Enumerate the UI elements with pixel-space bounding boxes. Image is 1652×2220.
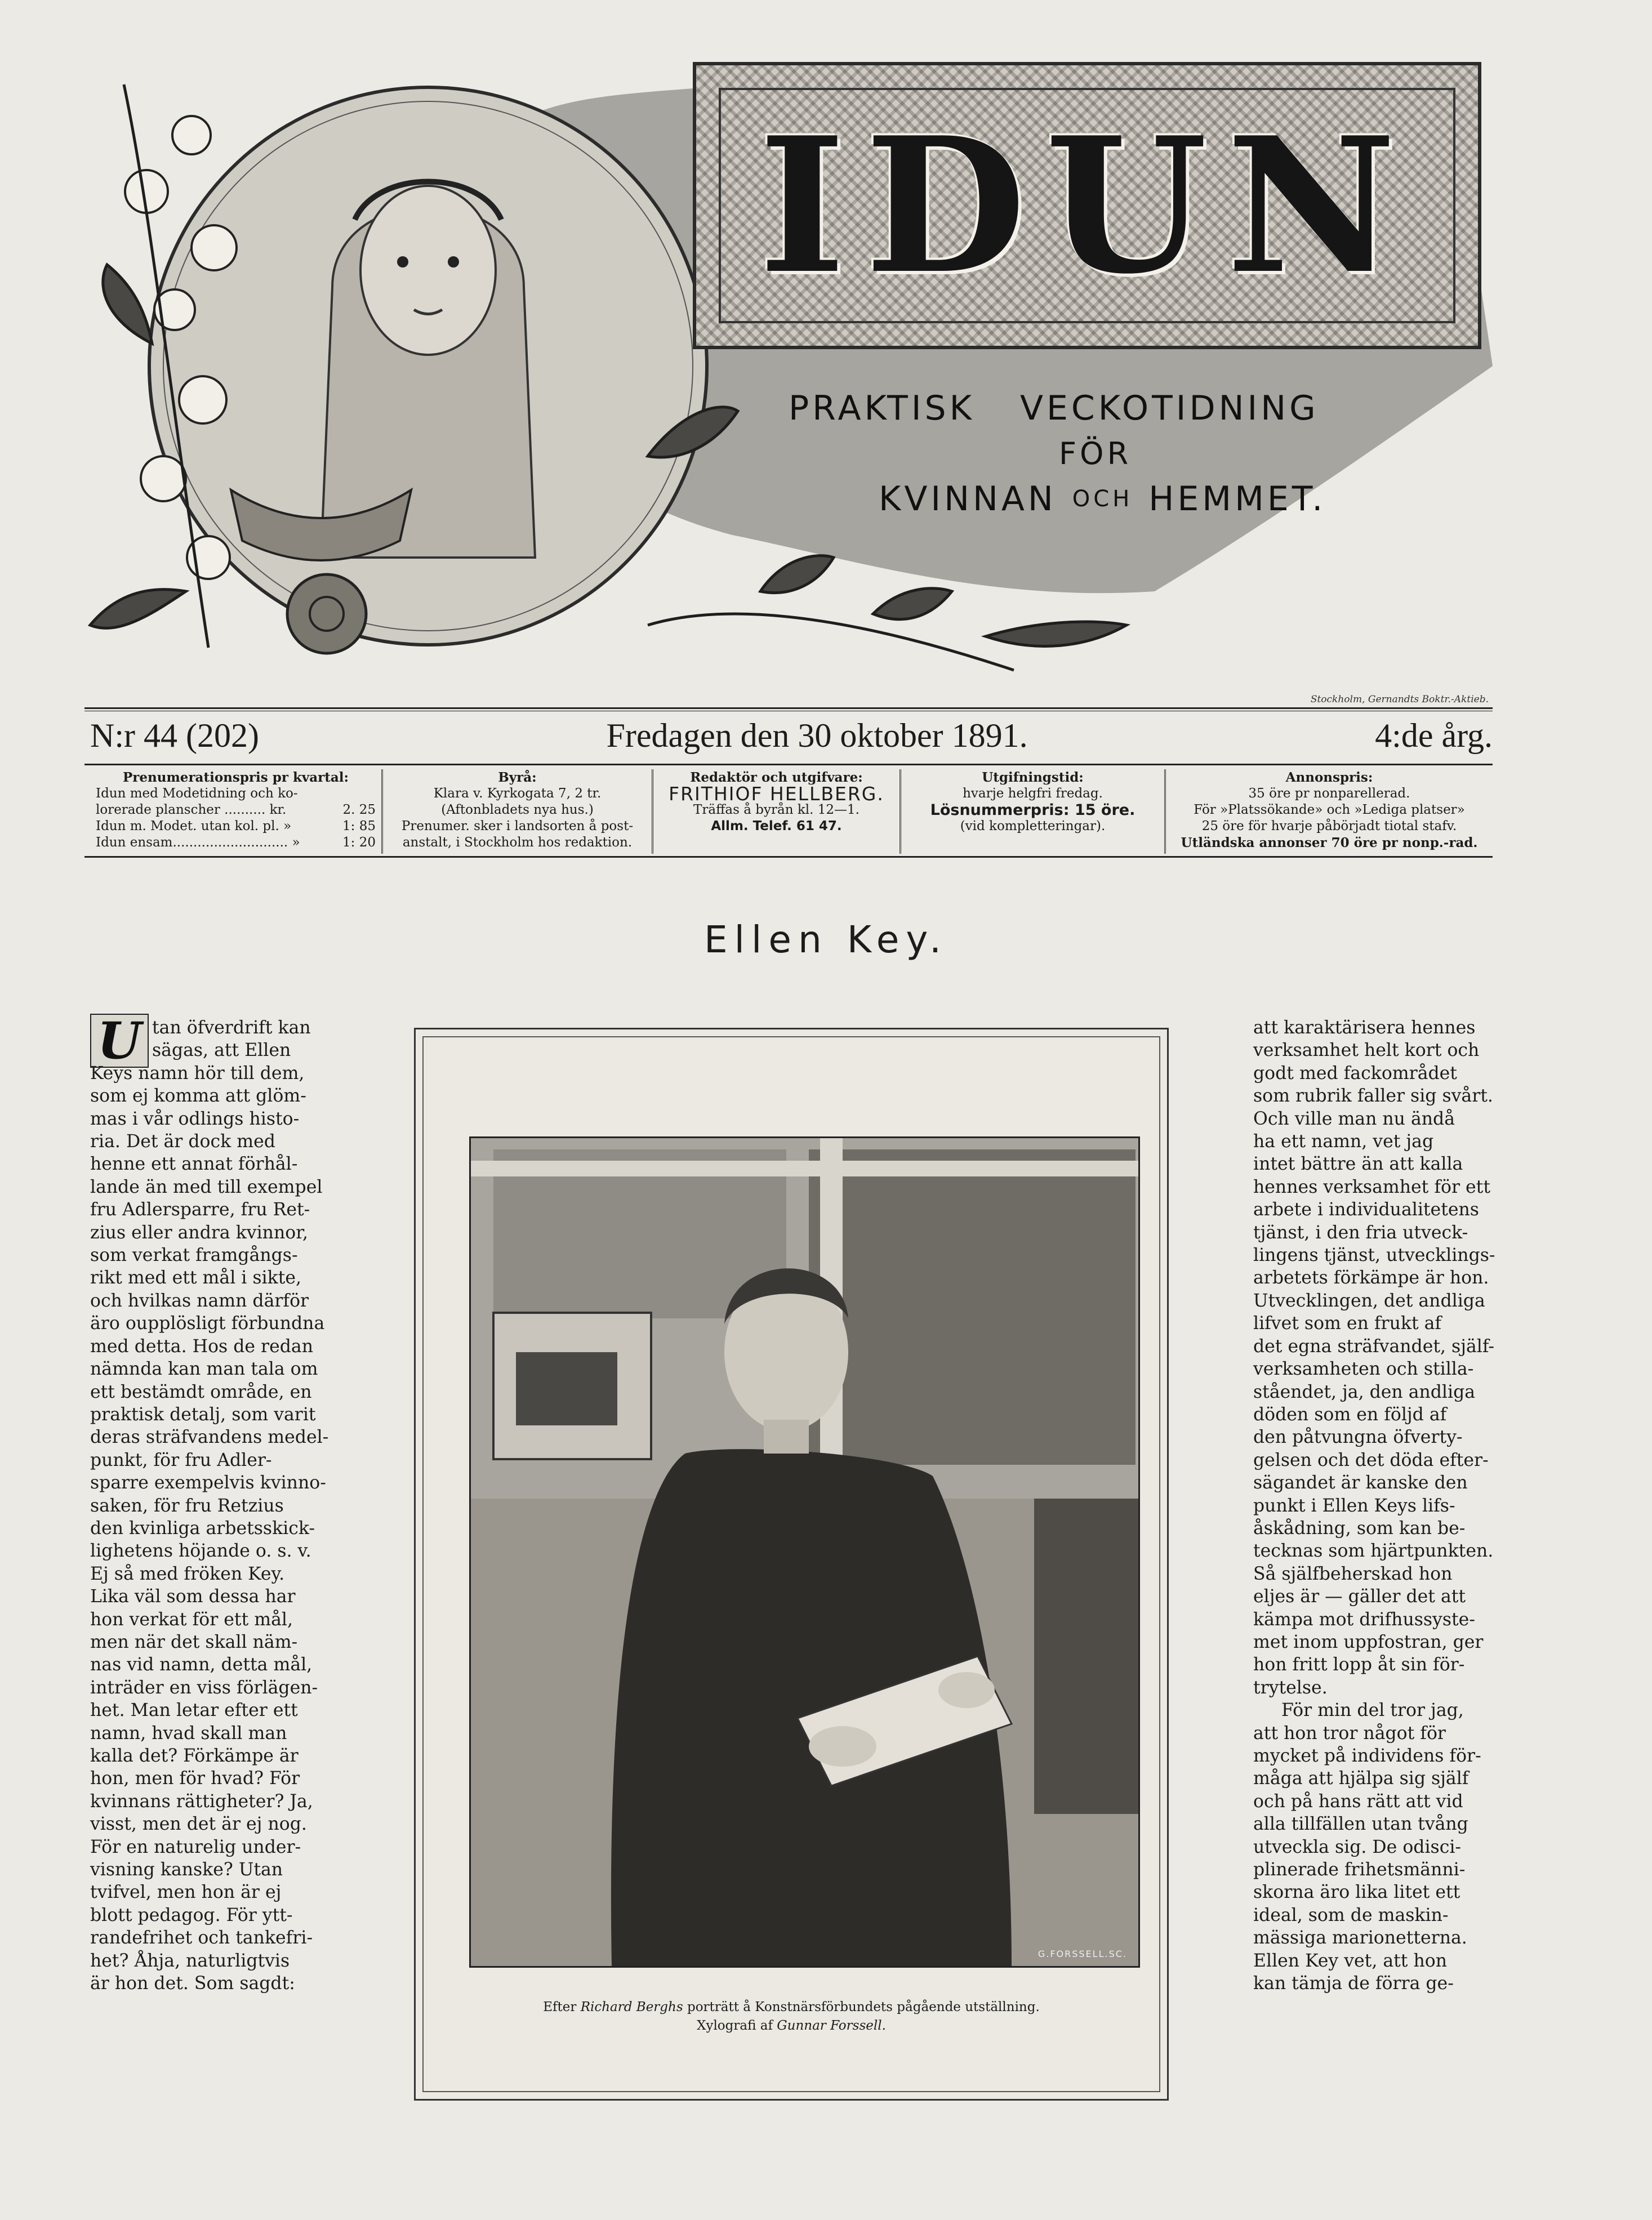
article-line: deras sträfvandens medel- xyxy=(90,1427,329,1448)
article-right-column xyxy=(1253,1017,1495,1995)
article-line: blott pedagog. För ytt- xyxy=(90,1905,293,1925)
info-box xyxy=(90,769,1493,854)
article-line: utveckla sig. De odisci- xyxy=(1253,1836,1462,1857)
article-left-column xyxy=(90,1017,332,1995)
office-address: Klara v. Kyrkogata 7, 2 tr. xyxy=(433,786,602,801)
article-line: namn, hvad skall man xyxy=(90,1723,287,1744)
caption-line-2 xyxy=(416,2017,1167,2035)
subtitle-kvinnan: KVINNAN xyxy=(879,479,1057,519)
subtitle-line-1 xyxy=(789,389,1419,428)
subscription-price: 1: 85 xyxy=(342,819,376,833)
article-line: äro oupplösligt förbundna xyxy=(90,1313,325,1334)
publication-note: (vid kompletteringar). xyxy=(960,819,1106,833)
dropcap-initial: U xyxy=(90,1014,149,1068)
caption-text: Xylografi af xyxy=(697,2018,773,2033)
caption-painter: Richard Berghs xyxy=(580,2000,683,2014)
article-line: intet bättre än att kalla xyxy=(1253,1154,1463,1175)
article-line: sägas, att Ellen xyxy=(152,1040,291,1061)
article-line: tjänst, i den fria utveck- xyxy=(1253,1222,1468,1243)
ads-line-4: Utländska annonser 70 öre pr nonp.-rad. xyxy=(1181,835,1478,850)
article-title: Ellen Key. xyxy=(703,918,949,961)
article-line: kan tämja de förra ge- xyxy=(1253,1973,1454,1994)
article-line: punkt i Ellen Keys lifs- xyxy=(1253,1495,1455,1516)
article-line: men när det skall näm- xyxy=(90,1631,298,1652)
article-line: saken, för fru Retzius xyxy=(90,1495,284,1516)
article-line: hon verkat för ett mål, xyxy=(90,1609,293,1630)
office-cell xyxy=(383,769,653,854)
article-line: För en naturelig under- xyxy=(90,1836,301,1857)
editor-hours: Träffas å byrån kl. 12—1. xyxy=(693,803,860,817)
caption-text: porträtt å Konstnärsförbundets pågående utställning. xyxy=(687,2000,1040,2014)
article-line: alla tillfällen utan tvång xyxy=(1253,1814,1468,1835)
subscription-price: 2. 25 xyxy=(342,803,376,817)
article-line: tecknas som hjärtpunkten. xyxy=(1253,1541,1494,1562)
subscription-label: Idun m. Modet. utan kol. pl. » xyxy=(96,819,292,833)
article-line: ha ett namn, vet jag xyxy=(1253,1131,1434,1152)
masthead-title: IDUN xyxy=(759,96,1415,315)
article-line: måga att hjälpa sig själf xyxy=(1253,1768,1469,1789)
article-line: eljes är — gäller det att xyxy=(1253,1586,1466,1607)
article-line: att hon tror något för xyxy=(1253,1723,1446,1744)
publication-cell xyxy=(901,769,1166,854)
article-line: Ej så med fröken Key. xyxy=(90,1563,285,1584)
article-line: punkt, för fru Adler- xyxy=(90,1450,272,1470)
subscription-row xyxy=(96,818,376,835)
engraver-signature: G.FORSSELL.SC. xyxy=(1037,1949,1127,1959)
article-line: och hvilkas namn därför xyxy=(90,1290,309,1311)
single-issue-price: Lösnummerpris: 15 öre. xyxy=(930,801,1136,819)
office-building: (Aftonbladets nya hus.) xyxy=(441,803,594,817)
article-line: met inom uppfostran, ger xyxy=(1253,1631,1484,1652)
subscription-row xyxy=(96,802,376,818)
ads-line-3: 25 öre för hvarje påbörjadt tiotal stafv. xyxy=(1201,819,1457,833)
article-line: är hon det. Som sagdt: xyxy=(90,1973,295,1994)
article-line: fru Adlersparre, fru Ret- xyxy=(90,1200,310,1220)
caption-line-1 xyxy=(416,1998,1167,2017)
article-line: Så själfbeherskad hon xyxy=(1253,1563,1453,1584)
article-line: inträder en viss förlägen- xyxy=(90,1677,318,1698)
ads-cell xyxy=(1166,769,1493,854)
caption-engraver: Gunnar Forssell. xyxy=(777,2018,886,2033)
rule-bottom xyxy=(84,856,1493,858)
article-line: kämpa mot drifhussyste- xyxy=(1253,1609,1475,1630)
subscription-row xyxy=(96,786,376,802)
article-line: tvifvel, men hon är ej xyxy=(90,1882,282,1903)
article-line: åskådning, som kan be- xyxy=(1253,1518,1466,1539)
article-line: rikt med ett mål i sikte, xyxy=(90,1268,302,1289)
editor-cell xyxy=(653,769,901,854)
article-line: hon, men för hvad? För xyxy=(90,1768,300,1789)
article-line: Och ville man nu ändå xyxy=(1253,1108,1455,1129)
subscription-label: lorerade planscher .......... kr. xyxy=(96,803,287,817)
article-line: skorna äro lika litet ett xyxy=(1253,1882,1460,1903)
editor-phone: Allm. Telef. 61 47. xyxy=(711,819,842,833)
article-line: het. Man letar efter ett xyxy=(90,1700,298,1721)
article-line: nas vid namn, detta mål, xyxy=(90,1655,313,1675)
article-line: verksamhet helt kort och xyxy=(1253,1040,1480,1061)
editor-name: FRITHIOF HELLBERG. xyxy=(669,783,884,805)
article-line: För min del tror jag, xyxy=(1281,1700,1464,1721)
subtitle-line-2: FÖR xyxy=(1059,436,1132,471)
article-line: trytelse. xyxy=(1253,1677,1328,1698)
article-line: lingens tjänst, utvecklings- xyxy=(1253,1245,1495,1266)
office-heading: Byrå: xyxy=(498,770,537,785)
subscription-label: Idun med Modetidning och ko- xyxy=(96,786,298,801)
article-line: arbete i individualitetens xyxy=(1253,1200,1479,1220)
subtitle-hemmet: HEMMET. xyxy=(1148,479,1326,519)
article-line: het? Åhja, naturligtvis xyxy=(90,1950,290,1971)
caption-text: Efter xyxy=(543,2000,577,2014)
article-line: mas i vår odlings histo- xyxy=(90,1108,300,1129)
article-line: visning kanske? Utan xyxy=(90,1860,283,1880)
subscription-price: 1: 20 xyxy=(342,835,376,850)
article-line: plinerade frihetsmänni- xyxy=(1253,1860,1466,1880)
printer-imprint: Stockholm, Gernandts Boktr.-Aktieb. xyxy=(1310,694,1489,705)
publication-heading: Utgifningstid: xyxy=(982,770,1084,785)
portrait-engraving xyxy=(469,1136,1140,1968)
subtitle-line-3 xyxy=(879,479,1419,519)
subscription-cell xyxy=(90,769,383,854)
article-line: ideal, som de maskin- xyxy=(1253,1905,1449,1925)
article-line: kvinnans rättigheter? Ja, xyxy=(90,1791,313,1812)
article-line: henne ett annat förhål- xyxy=(90,1154,298,1175)
article-line: gelsen och det döda efter- xyxy=(1253,1450,1489,1470)
article-line: döden som en följd af xyxy=(1253,1404,1447,1425)
masthead-subtitle xyxy=(789,389,1419,519)
article-line: nämnda kan man tala om xyxy=(90,1359,318,1380)
article-line: zius eller andra kvinnor, xyxy=(90,1222,308,1243)
article-line: lande än med till exempel xyxy=(90,1176,323,1197)
article-line: godt med fackområdet xyxy=(1253,1063,1457,1084)
article-line: den kvinliga arbetsskick- xyxy=(90,1518,315,1539)
article-line: hon fritt lopp åt sin för- xyxy=(1253,1655,1465,1675)
article-line: mycket på individens för- xyxy=(1253,1746,1481,1766)
article-line: ria. Det är dock med xyxy=(90,1131,275,1152)
article-line: arbetets förkämpe är hon. xyxy=(1253,1268,1489,1289)
article-line: lighetens höjande o. s. v. xyxy=(90,1541,311,1562)
article-line: verksamheten och stilla- xyxy=(1253,1359,1474,1380)
ads-heading: Annonspris: xyxy=(1285,770,1373,785)
rule-top xyxy=(84,707,1493,709)
portrait-illustration xyxy=(471,1138,1138,1966)
article-line: Ellen Key vet, att hon xyxy=(1253,1950,1447,1971)
subscription-row xyxy=(96,835,376,851)
office-subscribe-1: Prenumer. sker i landsorten å post- xyxy=(401,819,634,833)
subscription-label: Idun ensam............................ » xyxy=(96,835,300,850)
article-line: ett bestämdt område, en xyxy=(90,1381,312,1402)
subscription-heading: Prenumerationspris pr kvartal: xyxy=(122,770,349,785)
article-line: som rubrik faller sig svårt. xyxy=(1253,1086,1493,1107)
portrait-caption xyxy=(416,1998,1167,2035)
article-line: tan öfverdrift kan xyxy=(152,1018,311,1038)
issue-date: Fredagen den 30 oktober 1891. xyxy=(606,717,1028,754)
publication-schedule: hvarje helgfri fredag. xyxy=(963,786,1103,801)
article-line: som ej komma att glöm- xyxy=(90,1086,306,1107)
article-line: det egna sträfvandet, själf- xyxy=(1253,1336,1495,1357)
issue-line xyxy=(90,716,1493,761)
article-line: praktisk detalj, som varit xyxy=(90,1404,316,1425)
article-line: att karaktärisera hennes xyxy=(1253,1018,1476,1038)
article-line: lifvet som en frukt af xyxy=(1253,1313,1442,1334)
rule-mid xyxy=(84,764,1493,765)
subtitle-veckotidning: VECKOTIDNING xyxy=(1019,389,1319,428)
editor-heading: Redaktör och utgifvare: xyxy=(690,770,863,785)
article-line: Lika väl som dessa har xyxy=(90,1586,296,1607)
article-line: Utvecklingen, det andliga xyxy=(1253,1290,1485,1311)
article-line: som verkat framgångs- xyxy=(90,1245,298,1266)
article-line: med detta. Hos de redan xyxy=(90,1336,313,1357)
article-line: sägandet är kanske den xyxy=(1253,1473,1468,1494)
masthead-title-band xyxy=(693,62,1481,349)
issue-number: N:r 44 (202) xyxy=(90,717,259,754)
article-line: och på hans rätt att vid xyxy=(1253,1791,1463,1812)
article-line: randefrihet och tankefri- xyxy=(90,1928,313,1949)
office-subscribe-2: anstalt, i Stockholm hos redaktion. xyxy=(402,835,633,850)
article-line: Keys namn hör till dem, xyxy=(90,1063,305,1084)
article-line: hennes verksamhet för ett xyxy=(1253,1176,1490,1197)
article-line: mässiga marionetterna. xyxy=(1253,1928,1467,1949)
article-line: visst, men det är ej nog. xyxy=(90,1814,307,1835)
article-line: den påtvungna öfverty- xyxy=(1253,1427,1463,1448)
article-line: ståendet, ja, den andliga xyxy=(1253,1381,1476,1402)
article-line: sparre exempelvis kvinno- xyxy=(90,1473,326,1494)
ads-line-1: 35 öre pr nonparellerad. xyxy=(1248,786,1410,801)
subtitle-och: OCH xyxy=(1072,486,1133,512)
article-line: kalla det? Förkämpe är xyxy=(90,1746,299,1766)
portrait-frame xyxy=(414,1028,1169,2101)
subtitle-praktisk: PRAKTISK xyxy=(789,389,975,428)
ads-line-2: För »Platssökande» och »Lediga platser» xyxy=(1194,803,1465,817)
issue-year: 4:de årg. xyxy=(1375,717,1493,754)
